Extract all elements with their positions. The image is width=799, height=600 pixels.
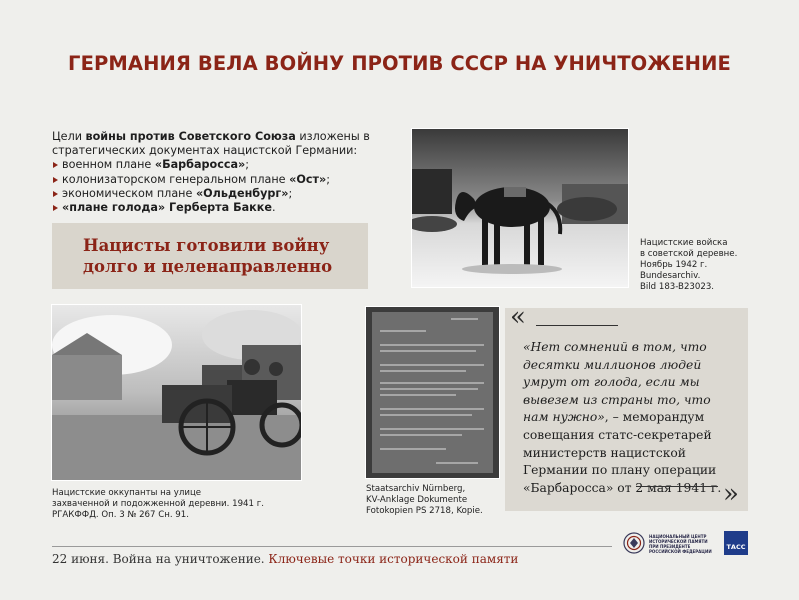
quote-rule-bottom [636,486,718,487]
quote-italic: «Нет сомнений в том, что десятки миллионов людей умрут от голода, если мы вывезем из страны то, что нам нужно» [523,340,711,425]
tass-logo: ТАСС [724,531,748,555]
callout-line: Нацисты готовили войну [83,236,330,255]
plans-list [52,158,392,215]
list-item: колонизаторском генеральном плане «Ост»; [52,173,392,187]
quote-close-mark: » [723,479,739,509]
list-item: военном плане «Барбаросса»; [52,158,392,172]
page-title: ГЕРМАНИЯ ВЕЛА ВОЙНУ ПРОТИВ СССР НА УНИЧТОЖЕНИЕ [68,52,731,75]
intro-block [52,130,392,215]
quote-text [523,339,738,497]
quote-open-mark: « [510,302,526,332]
photo-horse-village [412,129,628,287]
callout-line: долго и целенаправленно [83,257,333,276]
list-item: экономическом плане «Ольденбург»; [52,187,392,201]
quote-attribution: , – меморандум совещания статс-секретарей министерств нацистской Германии по плану операции «Барбаросса» от 2 мая 1941 г. [523,410,722,495]
caption-document: Staatsarchiv Nürnberg, KV-Anklage Dokumente Fotokopien PS 2718, Kopie. [366,484,483,516]
caption-horse: Нацистские войска в советской деревне. Ноябрь 1942 г. Bundesarchiv. Bild 183-B23023. [640,238,738,292]
quote-rule-top [536,325,618,326]
list-item: «плане голода» Герберта Бакке. [52,201,392,215]
photo-burning-village [52,305,301,480]
footer: 22 июня. Война на уничтожение. Ключевые точки исторической памяти [52,552,519,566]
memory-center-logo: НАЦИОНАЛЬНЫЙ ЦЕНТР ИСТОРИЧЕСКОЙ ПАМЯТИ ПРИ ПРЕЗИДЕНТЕ РОССИЙСКОЙ ФЕДЕРАЦИИ [622,531,714,557]
footer-divider [52,546,612,547]
callout-box [52,223,368,289]
caption-burning-village: Нацистские оккупанты на улице захваченной и подожженной деревни. 1941 г. РГАКФФД. Оп. 3 № 267 Сн. 91. [52,488,264,520]
photo-document [366,307,499,478]
intro-lead: Цели войны против Советского Союза изложены в стратегических документах нацистской Германии: [52,130,370,158]
emblem-icon [622,531,646,555]
